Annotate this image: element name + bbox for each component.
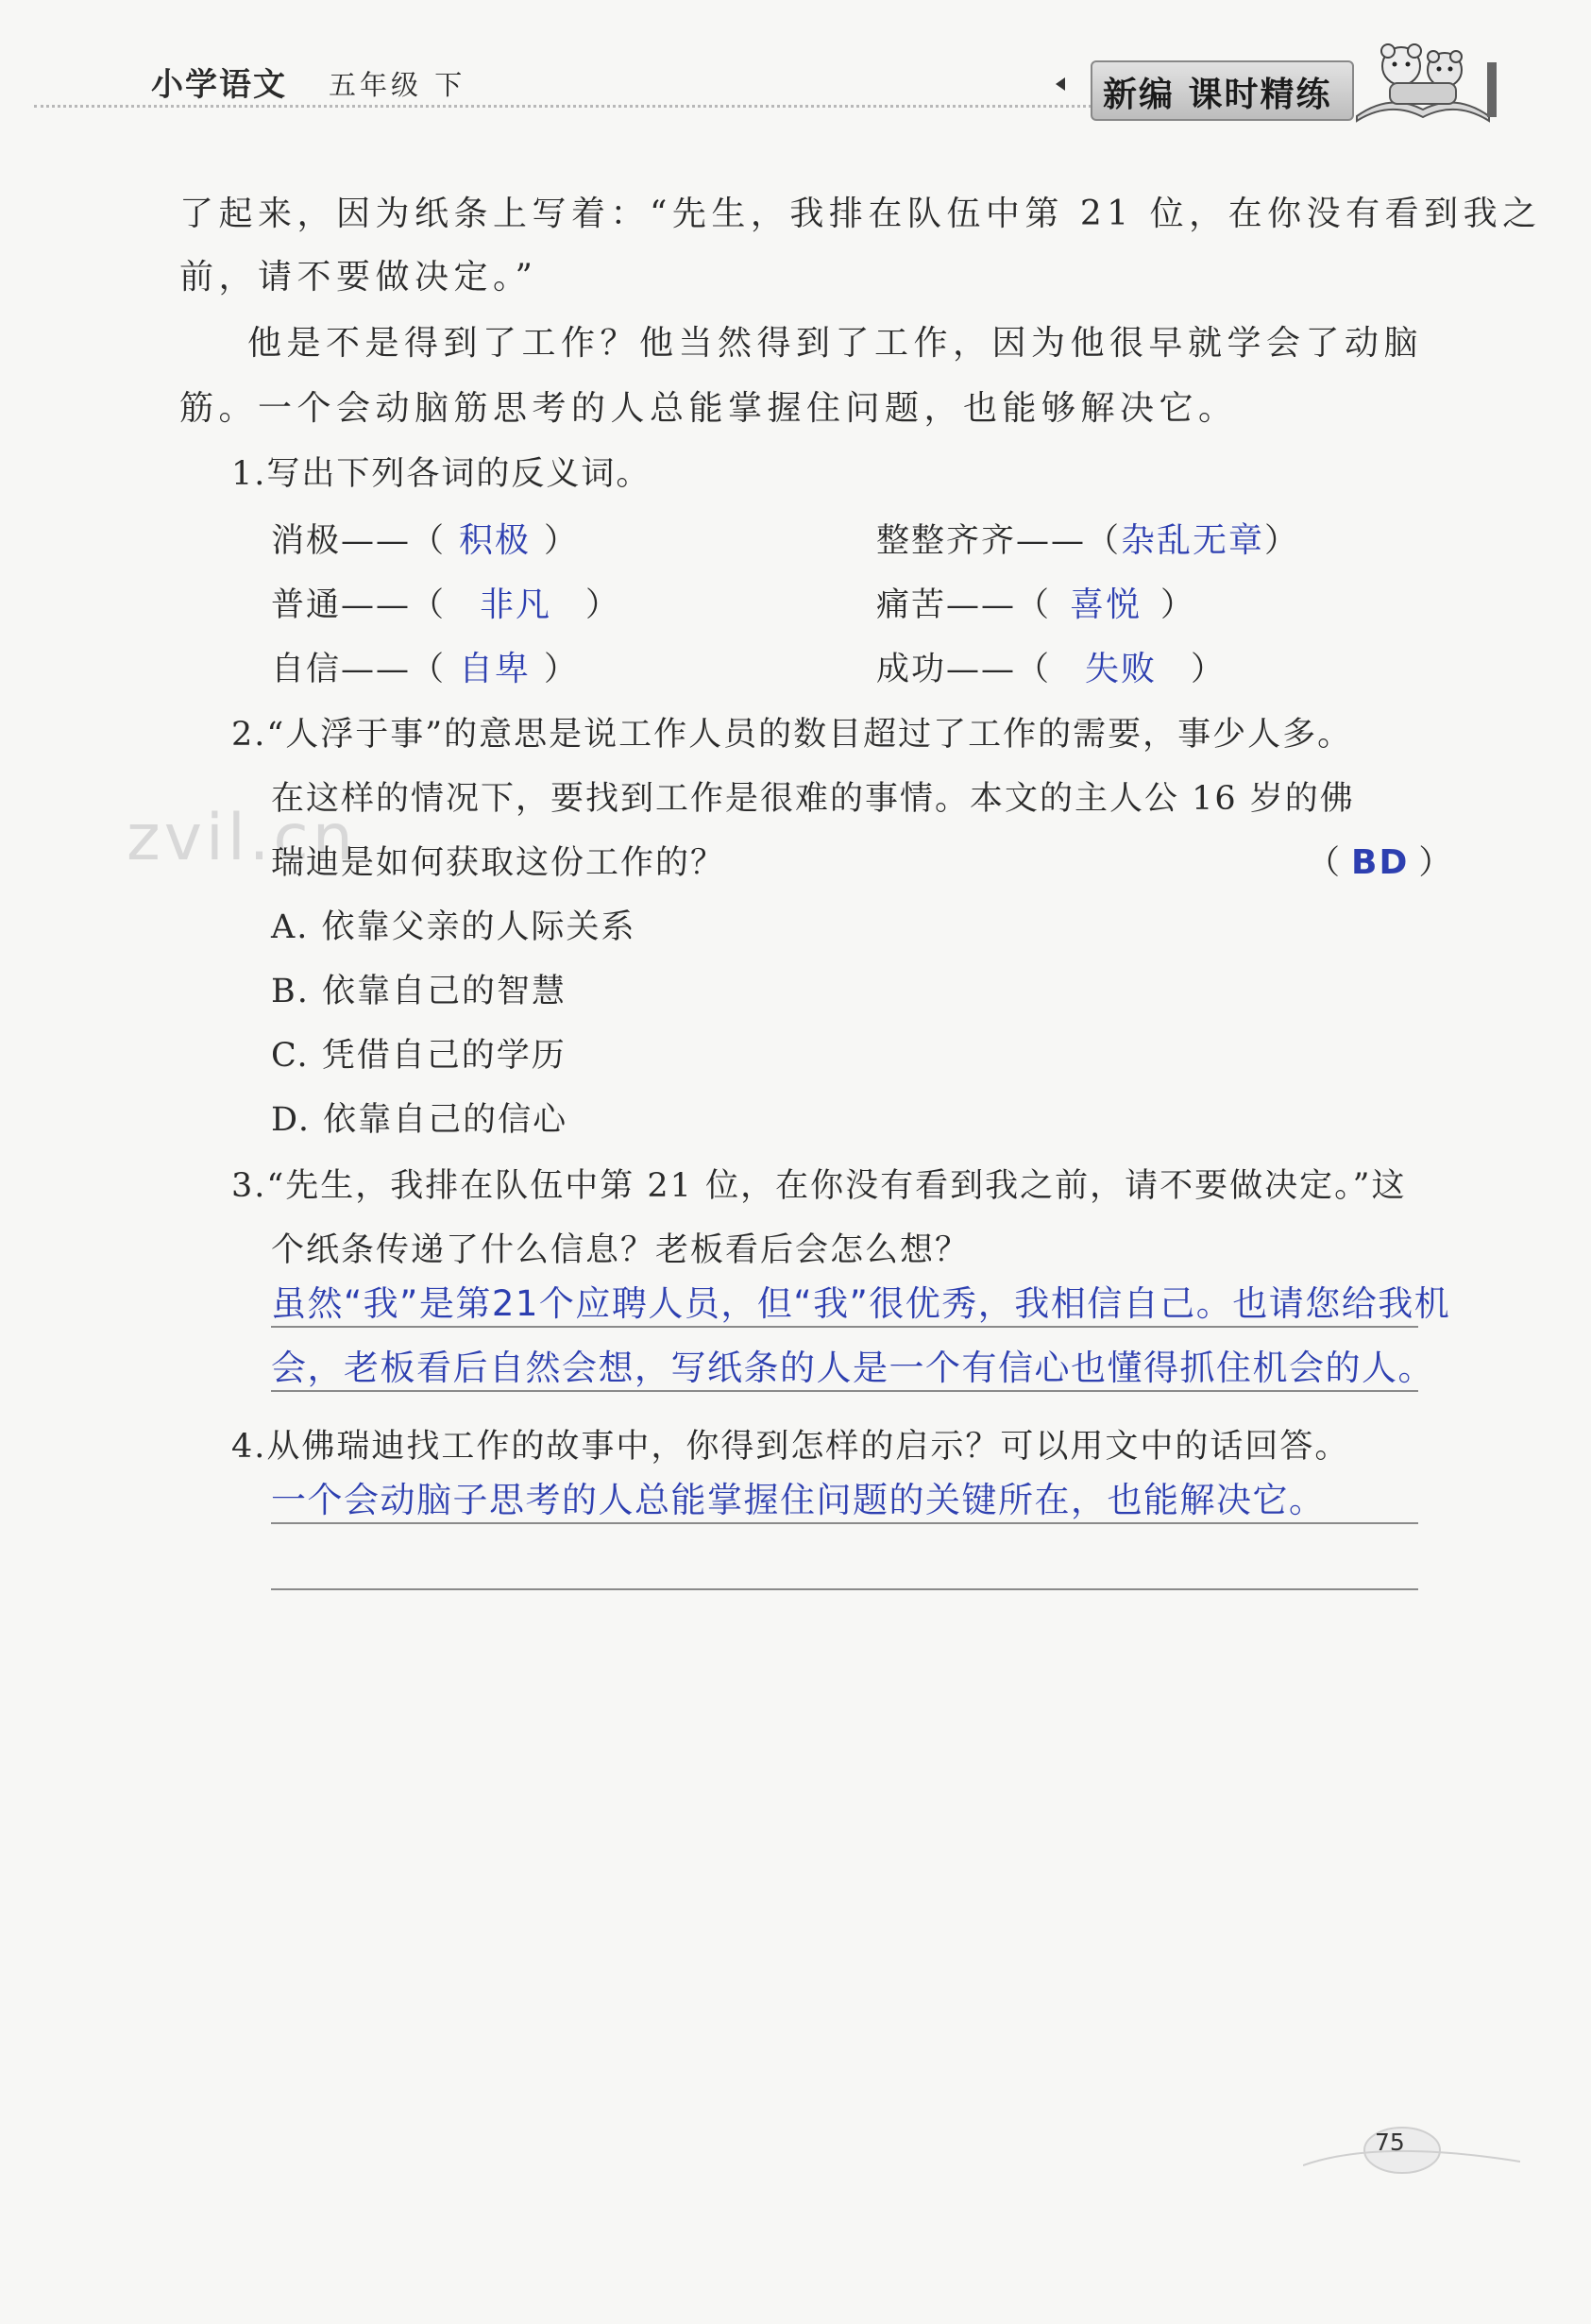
q1-prompt: 1.写出下列各词的反义词。 xyxy=(231,455,652,493)
q1-word: 成功——（ xyxy=(876,651,1052,688)
page-corner-ornament-icon xyxy=(1303,2120,1520,2186)
header-end-bar xyxy=(1487,62,1497,117)
q2-option-a: A. 依靠父亲的人际关系 xyxy=(271,908,636,946)
q1-word: 痛苦——（ xyxy=(876,586,1052,624)
q1-word: 普通——（ xyxy=(271,586,447,624)
q4-answer-line: 一个会动脑子思考的人总能掌握住问题的关键所在，也能解决它。 xyxy=(271,1480,1326,1520)
q1-word: 整整齐齐——（ xyxy=(876,522,1122,560)
passage-line-3: 他是不是得到了工作？他当然得到了工作，因为他很早就学会了动脑 xyxy=(247,324,1424,363)
q1-pair-3 xyxy=(271,578,620,626)
q4-prompt: 4.从佛瑞迪找工作的故事中，你得到怎样的启示？可以用文中的话回答。 xyxy=(231,1428,1350,1466)
watermark: zvil.cn xyxy=(127,801,357,875)
q2-answer-bracket xyxy=(1307,837,1453,884)
q1-close: ） xyxy=(1264,522,1300,560)
answer-underline xyxy=(271,1522,1418,1524)
q1-close: ） xyxy=(544,522,580,560)
q1-close: ） xyxy=(1160,586,1196,624)
q1-answer: 喜悦 xyxy=(1070,585,1142,624)
q3-answer-line-1: 虽然“我”是第21个应聘人员，但“我”很优秀，我相信自己。也请您给我机 xyxy=(271,1283,1451,1324)
answer-underline xyxy=(271,1390,1418,1392)
header-subject: 小学语文 xyxy=(151,66,287,104)
q1-answer: 积极 xyxy=(459,521,532,560)
passage-line-4: 筋。一个会动脑筋思考的人总能掌握住问题，也能够解决它。 xyxy=(179,389,1238,428)
q2-line-3: 瑞迪是如何获取这份工作的？ xyxy=(271,844,726,882)
q1-word: 消极——（ xyxy=(271,522,447,560)
q1-answer: 失败 xyxy=(1085,650,1158,688)
passage-line-1: 了起来，因为纸条上写着：“先生，我排在队伍中第 21 位，在你没有看到我之 xyxy=(179,195,1542,233)
q2-bracket-close: ） xyxy=(1418,844,1454,882)
q1-close: ） xyxy=(544,651,580,688)
bears-on-book-icon xyxy=(1352,26,1494,126)
q1-close: ） xyxy=(585,586,621,624)
answer-underline xyxy=(271,1588,1418,1590)
header-grade: 五年级 下 xyxy=(329,69,466,101)
q2-bracket-open: （ xyxy=(1307,844,1343,882)
q2-line-2: 在这样的情况下，要找到工作是很难的事情。本文的主人公 16 岁的佛 xyxy=(271,780,1355,818)
q2-option-d: D. 依靠自己的信心 xyxy=(271,1101,568,1139)
q1-answer: 非凡 xyxy=(480,585,552,624)
q1-pair-2 xyxy=(876,514,1299,562)
header-dotted-rule xyxy=(34,105,1092,108)
q1-answer: 自卑 xyxy=(459,650,532,688)
header-brand: 新编 课时精练 xyxy=(1103,76,1332,114)
passage-line-2: 前，请不要做决定。” xyxy=(179,258,538,297)
page-number: 75 xyxy=(1375,2129,1405,2156)
q3-answer-line-2: 会，老板看后自然会想，写纸条的人是一个有信心也懂得抓住机会的人。 xyxy=(271,1348,1434,1388)
q1-pair-1 xyxy=(271,514,579,562)
answer-underline xyxy=(271,1326,1418,1328)
q3-line-1: 3.“先生，我排在队伍中第 21 位，在你没有看到我之前，请不要做决定。”这 xyxy=(231,1167,1407,1205)
q2-option-c: C. 凭借自己的学历 xyxy=(271,1037,567,1075)
q1-pair-4 xyxy=(876,578,1195,626)
header-arrow-icon xyxy=(1056,77,1065,91)
q1-pair-6 xyxy=(876,642,1226,690)
q2-option-b: B. 依靠自己的智慧 xyxy=(271,973,567,1010)
q2-answer: BD xyxy=(1351,843,1410,882)
q2-line-1: 2.“人浮于事”的意思是说工作人员的数目超过了工作的需要，事少人多。 xyxy=(231,716,1353,754)
q3-line-2: 个纸条传递了什么信息？老板看后会怎么想？ xyxy=(271,1231,971,1269)
q1-close: ） xyxy=(1191,651,1227,688)
q1-answer: 杂乱无章 xyxy=(1121,521,1265,560)
q1-word: 自信——（ xyxy=(271,651,447,688)
q1-pair-5 xyxy=(271,642,579,690)
